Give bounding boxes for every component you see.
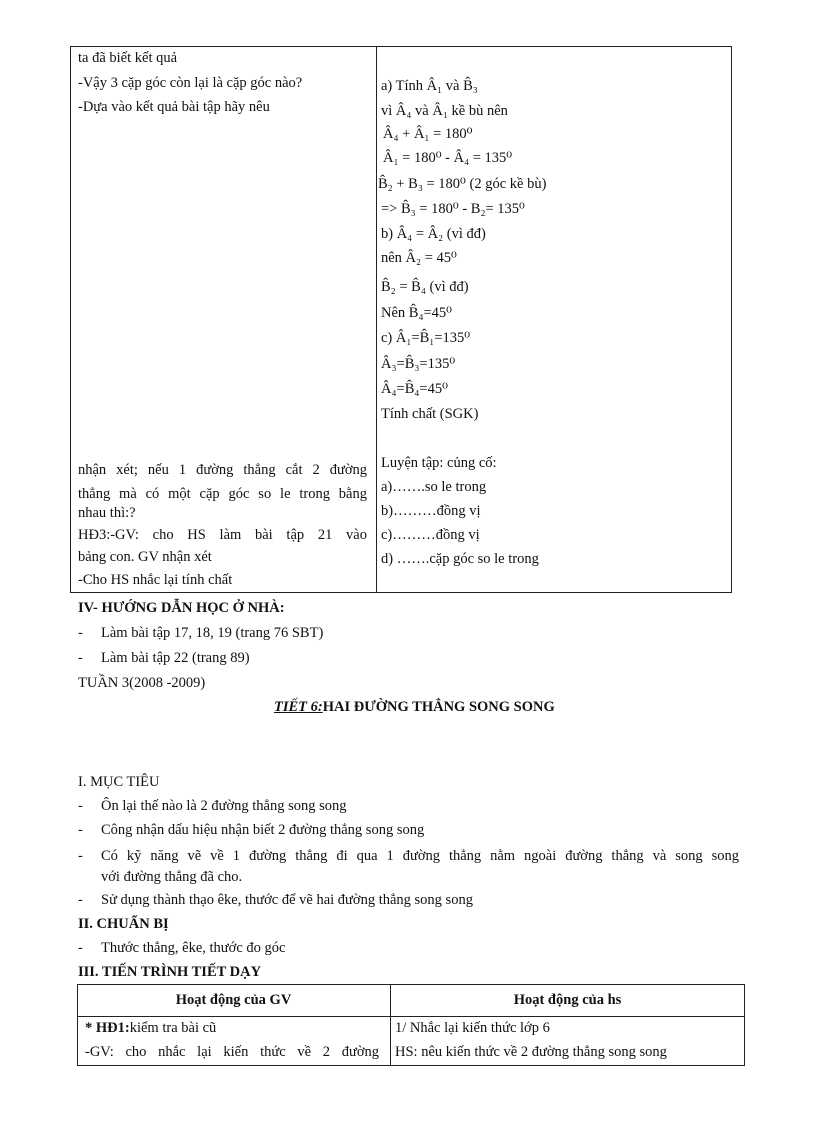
week-label: TUẦN 3(2008 -2009) xyxy=(78,675,206,691)
header-hs: Hoạt động của hs xyxy=(513,992,622,1008)
gv-text-line: ta đã biết kết quả xyxy=(78,50,178,66)
bullet-dash: - xyxy=(78,848,83,864)
list-item: Thước thẳng, êke, thước đo góc xyxy=(101,940,286,956)
list-item-continued: với đường thẳng đã cho. xyxy=(101,869,243,885)
hs-text-line: B̂₂ + B₃ = 180⁰ (2 góc kề bù) xyxy=(378,176,547,192)
hs-text-line: => B̂₃ = 180⁰ - B₂= 135⁰ xyxy=(381,201,525,217)
gv-text-line: thẳng mà có một cặp góc so le trong bằng xyxy=(78,486,367,502)
bullet-dash: - xyxy=(78,650,83,666)
hs-text-line: a)…….so le trong xyxy=(381,479,487,495)
hs-text-line: c) Â₁=B̂₁=135⁰ xyxy=(381,330,471,346)
bullet-dash: - xyxy=(78,940,83,956)
lesson-title xyxy=(274,697,555,717)
hs-text-line: Â₁ = 180⁰ - Â₄ = 135⁰ xyxy=(383,150,513,166)
hs-text-line: B̂₂ = B̂₄ (vì đđ) xyxy=(381,279,469,295)
hs-text-line: Luyện tập: củng cố: xyxy=(381,455,497,471)
hs-text-line: nên Â₂ = 45⁰ xyxy=(381,250,457,266)
hs-cell-line: 1/ Nhắc lại kiến thức lớp 6 xyxy=(395,1020,550,1036)
gv-text-line: -Dựa vào kết quả bài tập hãy nêu xyxy=(78,99,270,115)
hs-text-line: c)………đồng vị xyxy=(381,527,480,543)
hs-text-line: Â₄=B̂₄=45⁰ xyxy=(381,381,448,397)
hs-text-line: Â₄ + Â₁ = 180⁰ xyxy=(383,126,473,142)
gv-text-line: -Vậy 3 cặp góc còn lại là cặp góc nào? xyxy=(78,75,303,91)
bullet-dash: - xyxy=(78,625,83,641)
section-heading: IV- HƯỚNG DẪN HỌC Ở NHÀ: xyxy=(78,600,285,616)
activity-desc: kiểm tra bài cũ xyxy=(129,1020,217,1036)
header-separator xyxy=(78,1016,744,1017)
gv-cell-line xyxy=(85,1018,216,1038)
section-heading: I. MỤC TIÊU xyxy=(78,774,160,790)
hs-text-line: Â₃=B̂₃=135⁰ xyxy=(381,356,456,372)
activity-label: * HĐ1: xyxy=(85,1020,130,1036)
gv-text-line: nhau thì:? xyxy=(78,505,136,521)
hs-text-line: d) …….cặp góc so le trong xyxy=(381,551,539,567)
hs-text-line: Nên B̂₄=45⁰ xyxy=(381,305,452,321)
gv-text-line: HĐ3:-GV: cho HS làm bài tập 21 vào xyxy=(78,527,367,543)
section-heading: II. CHUẨN BỊ xyxy=(78,916,169,932)
hs-text-line: b)………đồng vị xyxy=(381,503,481,519)
bullet-dash: - xyxy=(78,892,83,908)
header-gv: Hoạt động của GV xyxy=(175,992,292,1008)
list-item: Có kỹ năng vẽ về 1 đường thẳng đi qua 1 đường thẳng nằm ngoài đường thẳng và song song xyxy=(101,848,739,864)
hs-text-line: vì Â₄ và Â₁ kề bù nên xyxy=(381,103,508,119)
gv-cell-line: -GV: cho nhắc lại kiến thức về 2 đường xyxy=(85,1044,379,1060)
hs-text-line: b) Â₄ = Â₂ (vì đđ) xyxy=(381,226,486,242)
list-item: Công nhận dấu hiệu nhận biết 2 đường thẳng song song xyxy=(101,822,425,838)
lesson-number: TIẾT 6: xyxy=(274,699,323,715)
column-divider xyxy=(376,47,377,592)
list-item: Làm bài tập 17, 18, 19 (trang 76 SBT) xyxy=(101,625,324,641)
bullet-dash: - xyxy=(78,798,83,814)
gv-text-line: bảng con. GV nhận xét xyxy=(78,549,212,565)
lesson-name: HAI ĐƯỜNG THẲNG SONG SONG xyxy=(322,699,555,715)
hs-cell-line: HS: nêu kiến thức về 2 đường thẳng song song xyxy=(395,1044,667,1060)
bullet-dash: - xyxy=(78,822,83,838)
hs-text-line: a) Tính Â₁ và B̂₃ xyxy=(381,78,478,94)
list-item: Ôn lại thế nào là 2 đường thẳng song song xyxy=(101,798,347,814)
section-heading: III. TIẾN TRÌNH TIẾT DẠY xyxy=(78,964,262,980)
gv-text-line: nhận xét; nếu 1 đường thẳng cắt 2 đường xyxy=(78,462,367,478)
gv-text-line: -Cho HS nhắc lại tính chất xyxy=(78,572,233,588)
list-item: Làm bài tập 22 (trang 89) xyxy=(101,650,250,666)
list-item: Sử dụng thành thạo êke, thước để vẽ hai đường thẳng song song xyxy=(101,892,473,908)
hs-text-line: Tính chất (SGK) xyxy=(381,406,479,422)
